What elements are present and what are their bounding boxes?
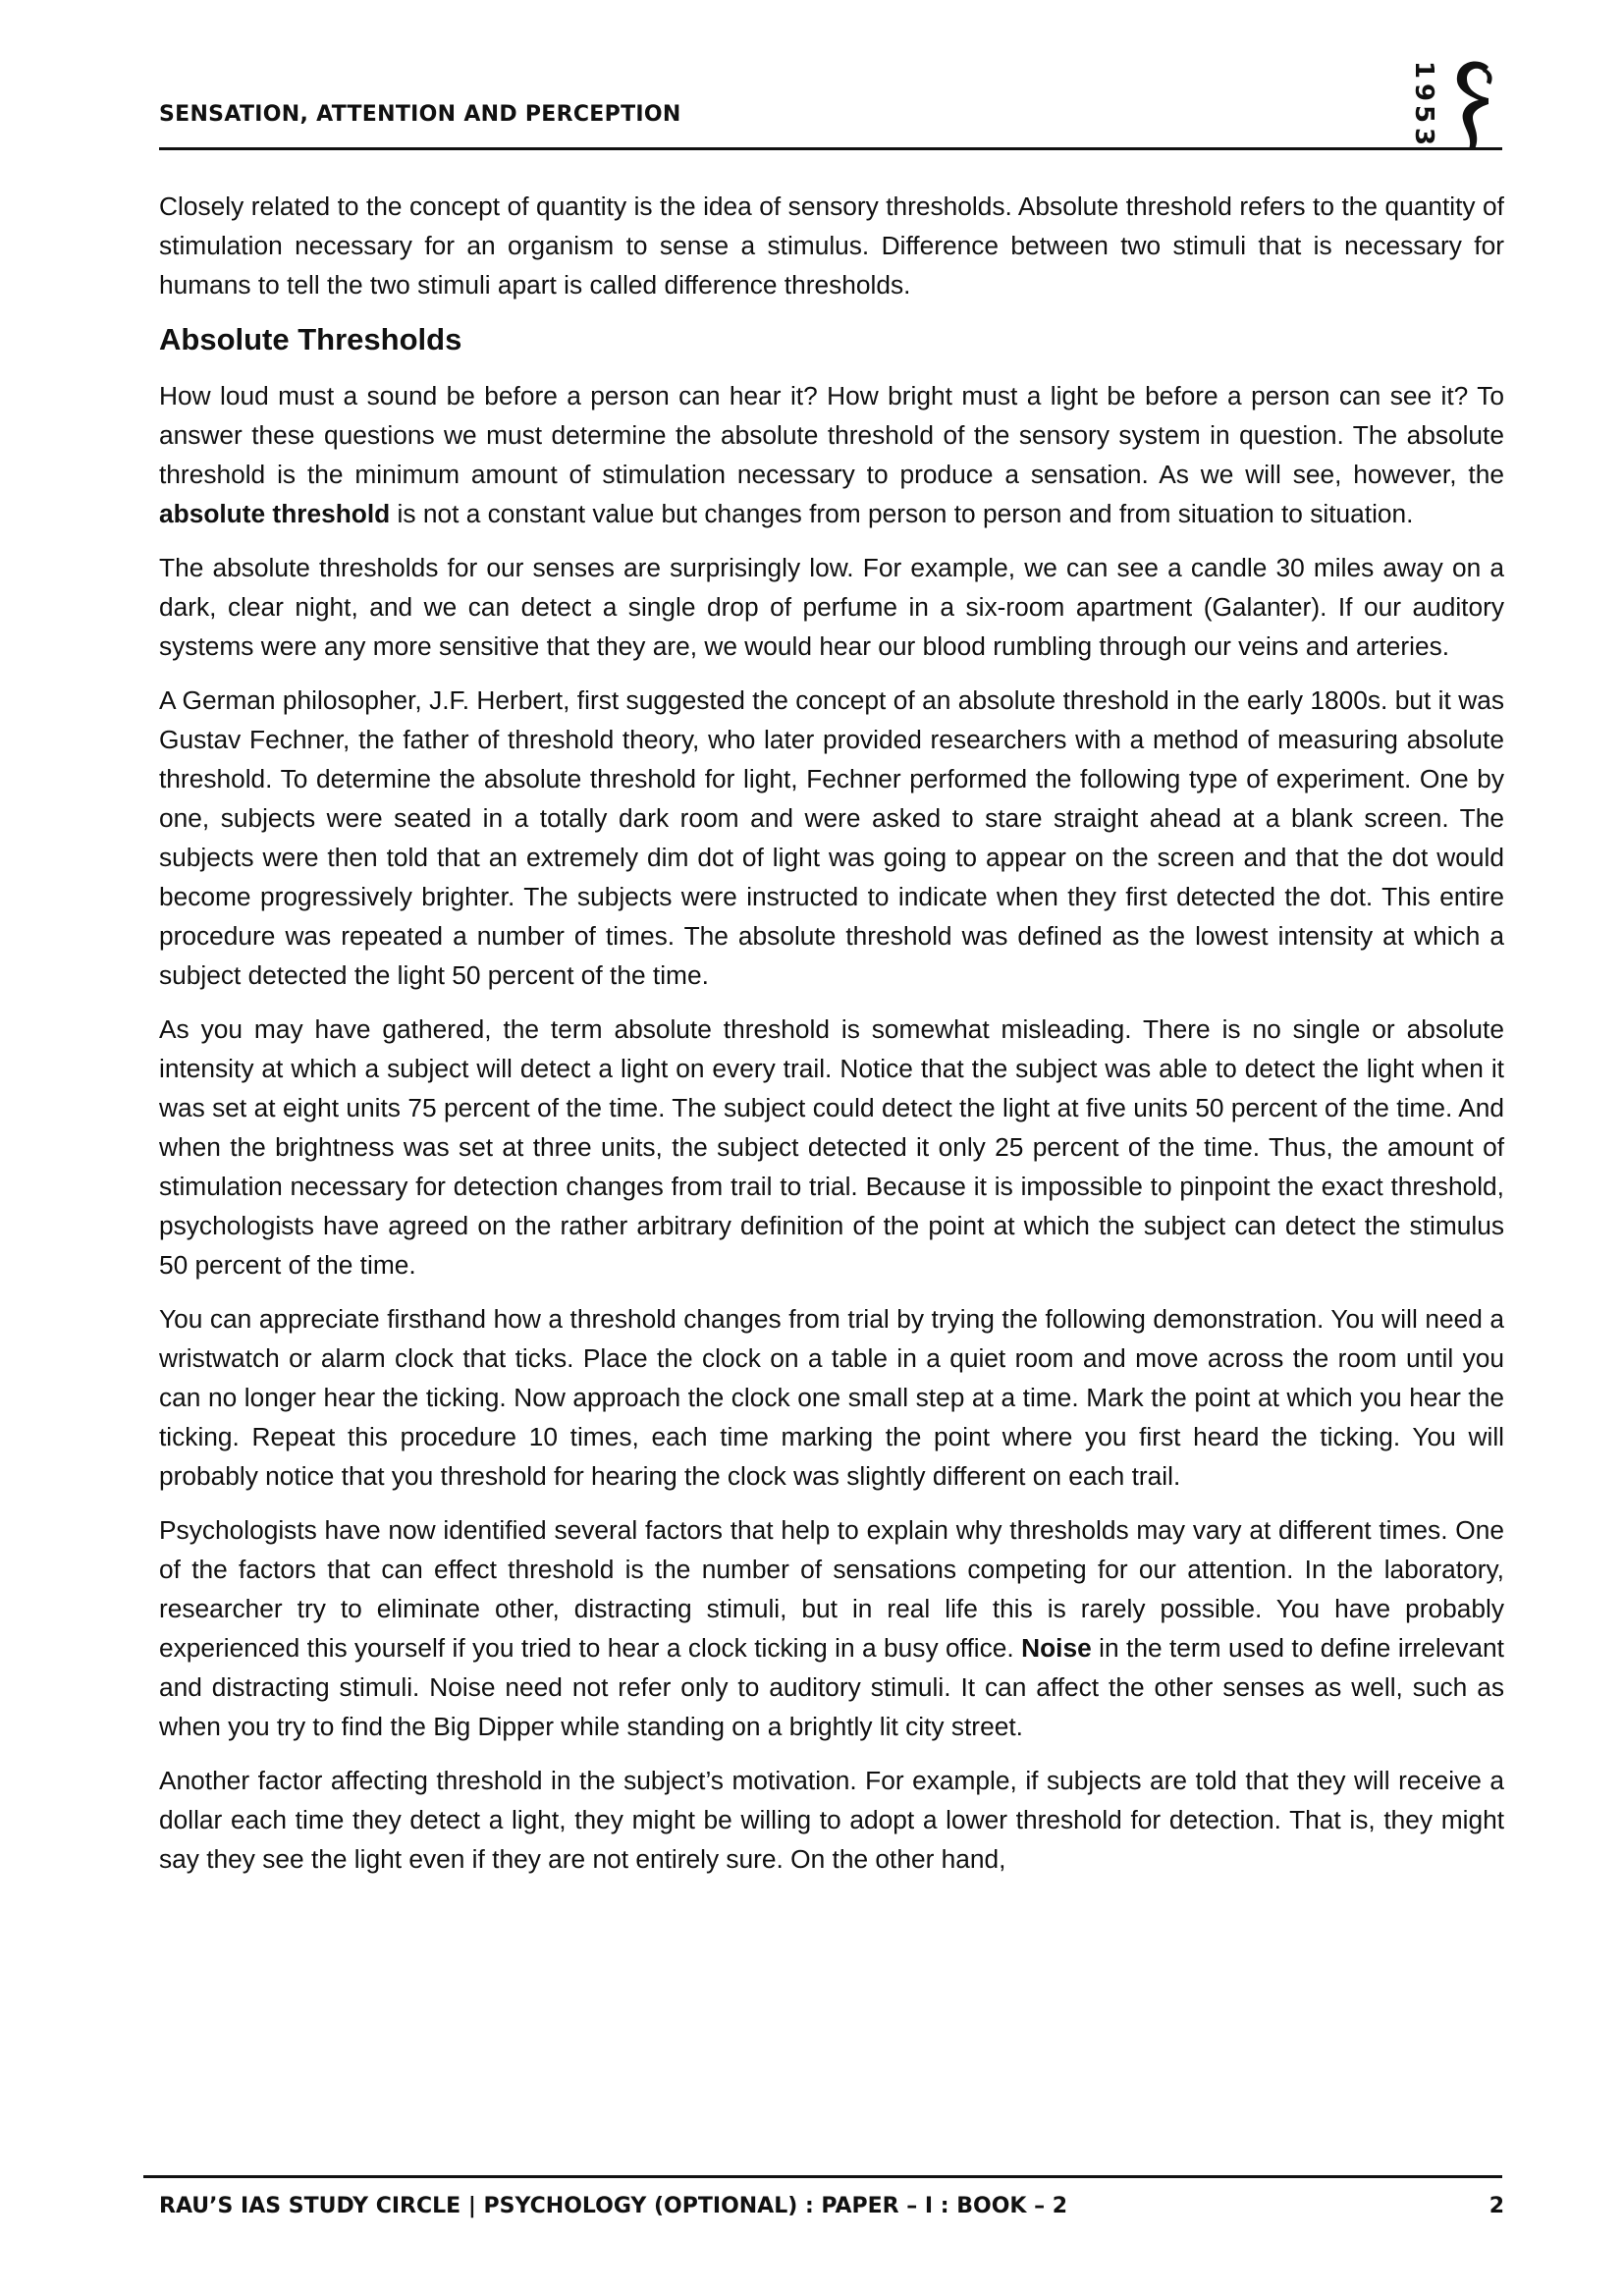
- paragraph: A German philosopher, J.F. Herbert, first suggested the concept of an absolute threshold in the early 1800s. but it was Gustav Fechner, the father of threshold theory, who later provided researchers with a method of measuring absolute threshold. To determine the absolute threshold for light, Fechner performed the following type of experiment. One by one, subjects were seated in a totally dark room and were asked to stare straight ahead at a blank screen. The subjects were then told that an extremely dim dot of light was going to appear on the screen and that the dot would become progressively brighter. The subjects were instructed to indicate when they first detected the dot. This entire procedure was repeated a number of times. The absolute threshold was defined as the lowest intensity at which a subject detected the light 50 percent of the time.: [159, 685, 1504, 990]
- page-content: [159, 187, 1504, 1893]
- page-header: [159, 98, 1208, 134]
- bold-term: absolute threshold: [159, 499, 391, 528]
- logo: [1404, 57, 1502, 151]
- bold-term: Noise: [1021, 1633, 1092, 1663]
- paragraph-text: is not a constant value but changes from person to person and from situation to situation.: [390, 499, 1414, 528]
- paragraph-text: in the term used to define irrelevant and distracting stimuli. Noise need not refer only to auditory stimuli. It can affect the other senses as well, such as when you try to find the Big Dipper while standing on a brightly lit city street.: [159, 1633, 1504, 1741]
- paragraph: [159, 1510, 1504, 1746]
- section-heading: Absolute Thresholds: [159, 322, 462, 356]
- logo-digit: 9: [1409, 82, 1438, 101]
- paragraph-text: Psychologists have now identified several factors that help to explain why thresholds may vary at different times. One of the factors that can effect threshold is the number of sensations competing for our attention. In the laboratory, researcher try to eliminate other, distracting stimuli, but in real life this is rarely possible. You have probably experienced this yourself if you tried to hear a clock ticking in a busy office.: [159, 1515, 1504, 1663]
- logo-mark-icon: [1445, 57, 1500, 151]
- paragraph-text: How loud must a sound be before a person can hear it? How bright must a light be before a person can see it? To answer these questions we must determine the absolute threshold of the sensory system in question. The absolute threshold is the minimum amount of stimulation necessary to produce a sensation. As we will see, however, the: [159, 381, 1504, 489]
- paragraph: As you may have gathered, the term absolute threshold is somewhat misleading. There is no single or absolute intensity at which a subject will detect a light on every trail. Notice that the subject was able to detect the light when it was set at eight units 75 percent of the time. The subject could detect the light at five units 50 percent of the time. And when the brightness was set at three units, the subject detected it only 25 percent of the time. Thus, the amount of stimulation necessary for detection changes from trail to trial. Because it is impossible to pinpoint the exact threshold, psychologists have agreed on the rather arbitrary definition of the point at which the subject can detect the stimulus 50 percent of the time.: [159, 1014, 1504, 1280]
- paragraph: Closely related to the concept of quantity is the idea of sensory thresholds. Absolute threshold refers to the quantity of stimulation necessary for an organism to sense a stimulus. Difference between two stimuli that is necessary for humans to tell the two stimuli apart is called difference thresholds.: [159, 191, 1504, 300]
- footer-text: RAU’S IAS STUDY CIRCLE | PSYCHOLOGY (OPTIONAL) : PAPER – I : BOOK – 2: [159, 2194, 1068, 2218]
- page-footer: [159, 2194, 1504, 2229]
- logo-digit: 3: [1409, 127, 1438, 146]
- page-number: 2: [1489, 2194, 1504, 2218]
- paragraph: [159, 376, 1504, 533]
- logo-year: [1404, 59, 1443, 147]
- footer-divider: [143, 2175, 1502, 2178]
- paragraph: Another factor affecting threshold in the subject’s motivation. For example, if subjects are told that they will receive a dollar each time they detect a light, they might be willing to adopt a lower threshold for detection. That is, they might say they see the light even if they are not entirely sure. On the other hand,: [159, 1766, 1504, 1874]
- header-divider: [159, 147, 1502, 150]
- logo-digit: 5: [1409, 105, 1438, 124]
- paragraph: The absolute thresholds for our senses are surprisingly low. For example, we can see a candle 30 miles away on a dark, clear night, and we can detect a single drop of perfume in a six-room apartment (Galanter). If our auditory systems were any more sensitive that they are, we would hear our blood rumbling through our veins and arteries.: [159, 553, 1504, 661]
- header-title: SENSATION, ATTENTION AND PERCEPTION: [159, 102, 681, 127]
- logo-digit: 1: [1409, 60, 1438, 80]
- paragraph: You can appreciate firsthand how a threshold changes from trial by trying the following demonstration. You will need a wristwatch or alarm clock that ticks. Place the clock on a table in a quiet room and move across the room until you can no longer hear the ticking. Now approach the clock one small step at a time. Mark the point at which you hear the ticking. Repeat this procedure 10 times, each time marking the point where you first heard the ticking. You will probably notice that you threshold for hearing the clock was slightly different on each trail.: [159, 1304, 1504, 1491]
